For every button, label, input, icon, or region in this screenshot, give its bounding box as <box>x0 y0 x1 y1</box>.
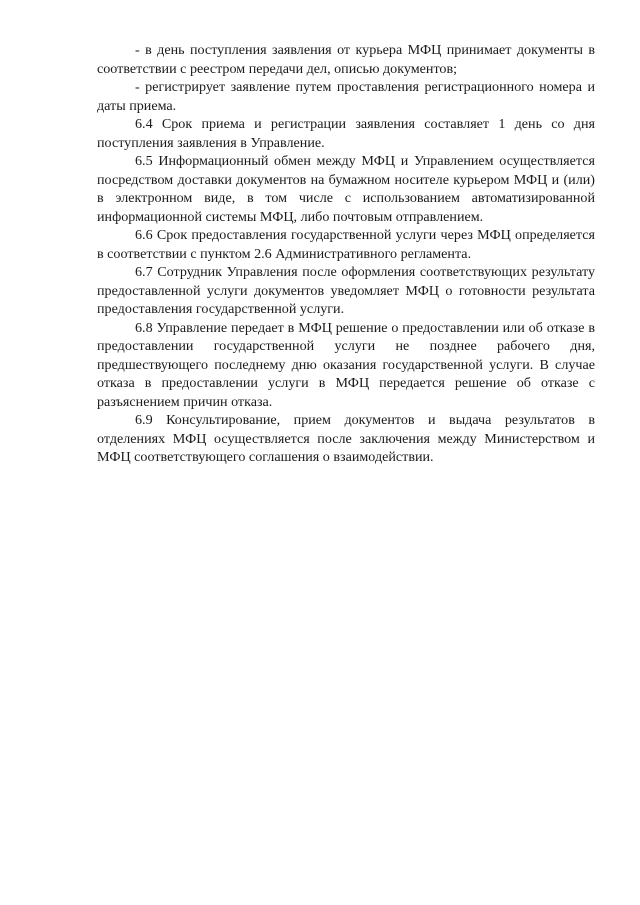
document-body <box>97 41 595 467</box>
paragraph-courier-intake: - в день поступления заявления от курьера МФЦ принимает документы в соответствии с реестром передачи дел, описью документов; <box>97 42 595 77</box>
paragraph-6-6: 6.6 Срок предоставления государственной услуги через МФЦ определяется в соответствии с пунктом 2.6 Административного регламента. <box>97 227 595 262</box>
paragraph-6-7: 6.7 Сотрудник Управления после оформления соответствующих результату предоставленной услуги документов уведомляет МФЦ о готовности результата предоставления государственной услуги. <box>97 264 595 317</box>
paragraph-6-8: 6.8 Управление передает в МФЦ решение о предоставлении или об отказе в предоставлении государственной услуги не позднее рабочего дня, предшествующего последнему дню оказания государственной услуги. В случае отказа в предоставлении услуги в МФЦ передается решение об отказе с разъяснением причин отказа. <box>97 319 595 410</box>
paragraph-6-9: 6.9 Консультирование, прием документов и выдача результатов в отделениях МФЦ осуществляется после заключения между Министерством и МФЦ соответствующего соглашения о взаимодействии. <box>97 412 595 465</box>
paragraph-6-4: 6.4 Срок приема и регистрации заявления составляет 1 день со дня поступления заявления в Управление. <box>97 116 595 151</box>
paragraph-registration: - регистрирует заявление путем проставления регистрационного номера и даты приема. <box>97 79 595 114</box>
paragraph-6-5: 6.5 Информационный обмен между МФЦ и Управлением осуществляется посредством доставки документов на бумажном носителе курьером МФЦ и (или) в электронном виде, в том числе с использованием автоматизированной информационной системы МФЦ, либо почтовым отправлением. <box>97 153 595 225</box>
